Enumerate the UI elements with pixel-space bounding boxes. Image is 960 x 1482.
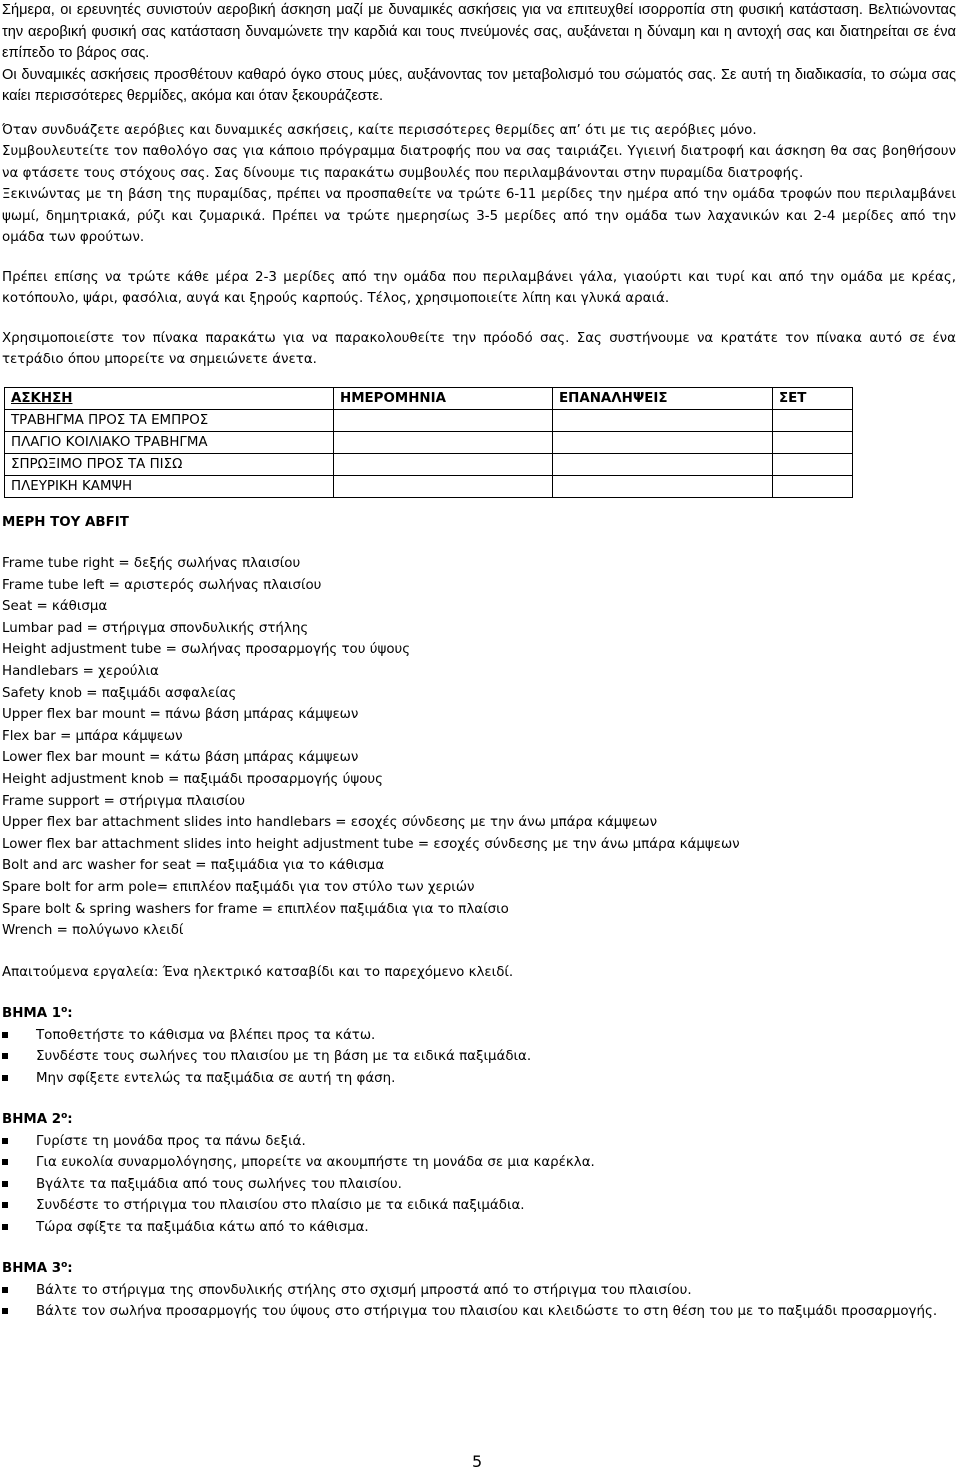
glossary-item: Lumbar pad = στήριγμα σπονδυλικής στήλης	[2, 620, 309, 636]
date-cell	[334, 475, 553, 497]
bullet-square-icon	[2, 1032, 8, 1038]
exercise-cell: ΤΡΑΒΗΓΜΑ ΠΡΟΣ ΤΑ ΕΜΠΡΟΣ	[5, 409, 334, 431]
list-item	[2, 1131, 956, 1153]
bullet-square-icon	[2, 1053, 8, 1059]
exercise-cell: ΠΛΕΥΡΙΚΗ ΚΑΜΨΗ	[5, 475, 334, 497]
step-instruction: Βάλτε τον σωλήνα προσαρμογής του ύψους στο στήριγμα του πλαισίου και κλειδώστε το στη θέση του με το παξιμάδι προσαρμογής.	[36, 1304, 938, 1320]
table-row	[5, 431, 853, 453]
glossary-item: Wrench = πολύγωνο κλειδί	[2, 923, 184, 939]
step-instruction: Βάλτε το στήριγμα της σπονδυλικής στήλης στο σχισμή μπροστά από το στήριγμα του πλαισίου.	[36, 1282, 692, 1298]
step-instruction: Βγάλτε τα παξιμάδια από τους σωλήνες του πλαισίου.	[36, 1176, 402, 1192]
repetitions-cell	[553, 409, 773, 431]
step-instruction: Τώρα σφίξτε τα παξιμάδια κάτω από το κάθισμα.	[36, 1219, 369, 1235]
step-instruction: Συνδέστε τους σωλήνες του πλαισίου με τη βάση με τα ειδικά παξιμάδια.	[36, 1049, 532, 1065]
step-ordinal: ο	[61, 1260, 68, 1271]
glossary-item: Spare bolt for arm pole= επιπλέον παξιμάδι για τον στύλο των χεριών	[2, 879, 475, 895]
tools-required: Απαιτούμενα εργαλεία: Ένα ηλεκτρικό κατσαβίδι και το παρεχόμενο κλειδί.	[2, 964, 514, 980]
table-row	[5, 453, 853, 475]
list-item	[2, 1046, 956, 1068]
glossary-item: Lower flex bar mount = κάτω βάση μπάρας κάμψεων	[2, 750, 359, 766]
date-cell	[334, 431, 553, 453]
step-3-title	[2, 1258, 956, 1280]
date-cell	[334, 453, 553, 475]
intro-paragraph-1: Σήμερα, οι ερευνητές συνιστούν αεροβική άσκηση μαζί με δυναμικές ασκήσεις για να επιτευχθεί ισορροπία στη φυσική κατάσταση. Βελτιώνοντας την αεροβική φυσική σας κατάσταση δυναμώνετε την καρδιά και τους πνεύμονές σας, αυξάνεται η δύναμη και η αντοχή σας και διατηρείται σε ένα επίπεδο το βάρος σας.	[2, 2, 956, 61]
glossary-item: Frame tube left = αριστερός σωλήνας πλαισίου	[2, 577, 322, 593]
date-cell	[334, 409, 553, 431]
exercise-cell: ΠΛΑΓΙΟ ΚΟΙΛΙΑΚΟ ΤΡΑΒΗΓΜΑ	[5, 431, 334, 453]
nutrition-paragraph-5: Χρησιμοποιείστε τον πίνακα παρακάτω για να παρακολουθείτε την πρόοδό σας. Σας συστήνουμε να κρατάτε τον πίνακα αυτό σε ένα τετράδιο όπου μπορείτε να σημειώνετε άνετα.	[2, 330, 956, 367]
step-label: ΒΗΜΑ 2	[2, 1112, 62, 1128]
glossary-item: Seat = κάθισμα	[2, 599, 108, 615]
sets-cell	[773, 431, 853, 453]
glossary-item: Frame support = στήριγμα πλαισίου	[2, 793, 246, 809]
sets-cell	[773, 453, 853, 475]
document-page	[2, 0, 956, 1323]
step-ordinal: ο	[61, 1111, 68, 1122]
bullet-square-icon	[2, 1138, 8, 1144]
table-header-row	[5, 387, 853, 409]
bullet-square-icon	[2, 1202, 8, 1208]
bullet-square-icon	[2, 1159, 8, 1165]
step-instruction: Για ευκολία συναρμολόγησης, μπορείτε να ακουμπήστε τη μονάδα σε μια καρέκλα.	[36, 1155, 595, 1171]
header-repetitions: ΕΠΑΝΑΛΗΨΕΙΣ	[553, 387, 773, 409]
step-label: ΒΗΜΑ 3	[2, 1261, 62, 1277]
sets-cell	[773, 475, 853, 497]
step-colon: :	[67, 1261, 73, 1277]
parts-heading: ΜΕΡΗ ΤΟΥ ABFIT	[2, 514, 129, 530]
step-instruction: Μην σφίξετε εντελώς τα παξιμάδια σε αυτή τη φάση.	[36, 1070, 396, 1086]
step-label: ΒΗΜΑ 1	[2, 1006, 62, 1022]
repetitions-cell	[553, 475, 773, 497]
glossary-item: Height adjustment tube = σωλήνας προσαρμογής του ύψους	[2, 642, 411, 658]
list-item	[2, 1152, 956, 1174]
table-row	[5, 409, 853, 431]
parts-glossary	[2, 553, 956, 942]
glossary-item: Height adjustment knob = παξιμάδι προσαρμογής ύψους	[2, 771, 384, 787]
sets-cell	[773, 409, 853, 431]
step-colon: :	[67, 1006, 73, 1022]
step-instruction: Συνδέστε το στήριγμα του πλαισίου στο πλαίσιο με τα ειδικά παξιμάδια.	[36, 1198, 525, 1214]
page-number: 5	[472, 1452, 483, 1471]
list-item	[2, 1280, 956, 1302]
glossary-item: Frame tube right = δεξής σωλήνας πλαισίου	[2, 556, 301, 571]
bullet-square-icon	[2, 1181, 8, 1187]
glossary-item: Upper flex bar attachment slides into handlebars = εσοχές σύνδεσης με την άνω μπάρα κάμψεων	[2, 815, 658, 831]
nutrition-paragraph-4: Πρέπει επίσης να τρώτε κάθε μέρα 2-3 μερίδες από την ομάδα που περιλαμβάνει γάλα, γιαούρτι και τυρί και από την ομάδα με κρέας, κοτόπουλο, ψάρι, φασόλια, αυγά και ξηρούς καρπούς. Τέλος, χρησιμοποιείτε λίπη και γλυκά αραιά.	[2, 269, 956, 306]
nutrition-paragraph-1: Όταν συνδυάζετε αερόβιες και δυναμικές ασκήσεις, καίτε περισσότερες θερμίδες απ’ ότι με τις αερόβιες μόνο.	[2, 122, 757, 138]
step-1-title	[2, 1003, 956, 1025]
header-sets: ΣΕΤ	[773, 387, 853, 409]
step-ordinal: ο	[61, 1005, 68, 1016]
progress-table	[4, 387, 853, 498]
bullet-square-icon	[2, 1287, 8, 1293]
table-row	[5, 475, 853, 497]
nutrition-paragraph-2: Συμβουλευτείτε τον παθολόγο σας για κάποιο πρόγραμμα διατροφής που να σας ταιριάζει. Υγιεινή διατροφή και άσκηση θα σας βοηθήσουν να φτάσετε τους στόχους σας. Σας δίνουμε τις παρακάτω συμβουλές που περιλαμβάνονται στην πυραμίδα διατροφής.	[2, 144, 956, 181]
list-item	[2, 1301, 956, 1323]
header-exercise: ΑΣΚΗΣΗ	[5, 387, 334, 409]
list-item	[2, 1217, 956, 1239]
list-item	[2, 1068, 956, 1090]
step-2-title	[2, 1109, 956, 1131]
exercise-cell: ΣΠΡΩΞΙΜΟ ΠΡΟΣ ΤΑ ΠΙΣΩ	[5, 453, 334, 475]
glossary-item: Flex bar = μπάρα κάμψεων	[2, 728, 183, 744]
intro-paragraph-2: Οι δυναμικές ασκήσεις προσθέτουν καθαρό όγκο στους μύες, αυξάνοντας τον μεταβολισμό του σώματός σας. Σε αυτή τη διαδικασία, το σώμα σας καίει περισσότερες θερμίδες, ακόμα και όταν ξεκουράζεστε.	[2, 66, 956, 104]
step-1-list	[2, 1025, 956, 1090]
header-date: ΗΜΕΡΟΜΗΝΙΑ	[334, 387, 553, 409]
glossary-item: Bolt and arc washer for seat = παξιμάδια για το κάθισμα	[2, 858, 385, 874]
nutrition-paragraph-3: Ξεκινώντας με τη βάση της πυραμίδας, πρέπει να προσπαθείτε να τρώτε 6-11 μερίδες την ημέρα από την ομάδα τροφών που περιλαμβάνει ψωμί, δημητριακά, ρύζι και ζυμαρικά. Πρέπει να τρώτε ημερησίως 3-5 μερίδες από την ομάδα των λαχανικών και 2-4 μερίδες από την ομάδα των φρούτων.	[2, 187, 956, 245]
step-instruction: Τοποθετήστε το κάθισμα να βλέπει προς τα κάτω.	[36, 1027, 376, 1043]
list-item	[2, 1025, 956, 1047]
step-2-list	[2, 1131, 956, 1239]
step-colon: :	[67, 1112, 73, 1128]
glossary-item: Spare bolt & spring washers for frame = επιπλέον παξιμάδια για το πλαίσιο	[2, 901, 509, 917]
bullet-square-icon	[2, 1308, 8, 1314]
step-3-list	[2, 1280, 956, 1323]
glossary-item: Safety knob = παξιμάδι ασφαλείας	[2, 685, 237, 701]
bullet-square-icon	[2, 1224, 8, 1230]
glossary-item: Lower flex bar attachment slides into height adjustment tube = εσοχές σύνδεσης με την άνω μπάρα κάμψεων	[2, 836, 740, 852]
repetitions-cell	[553, 453, 773, 475]
list-item	[2, 1174, 956, 1196]
step-instruction: Γυρίστε τη μονάδα προς τα πάνω δεξιά.	[36, 1133, 306, 1149]
glossary-item: Upper flex bar mount = πάνω βάση μπάρας κάμψεων	[2, 707, 359, 723]
glossary-item: Handlebars = χερούλια	[2, 663, 159, 679]
repetitions-cell	[553, 431, 773, 453]
list-item	[2, 1195, 956, 1217]
bullet-square-icon	[2, 1075, 8, 1081]
